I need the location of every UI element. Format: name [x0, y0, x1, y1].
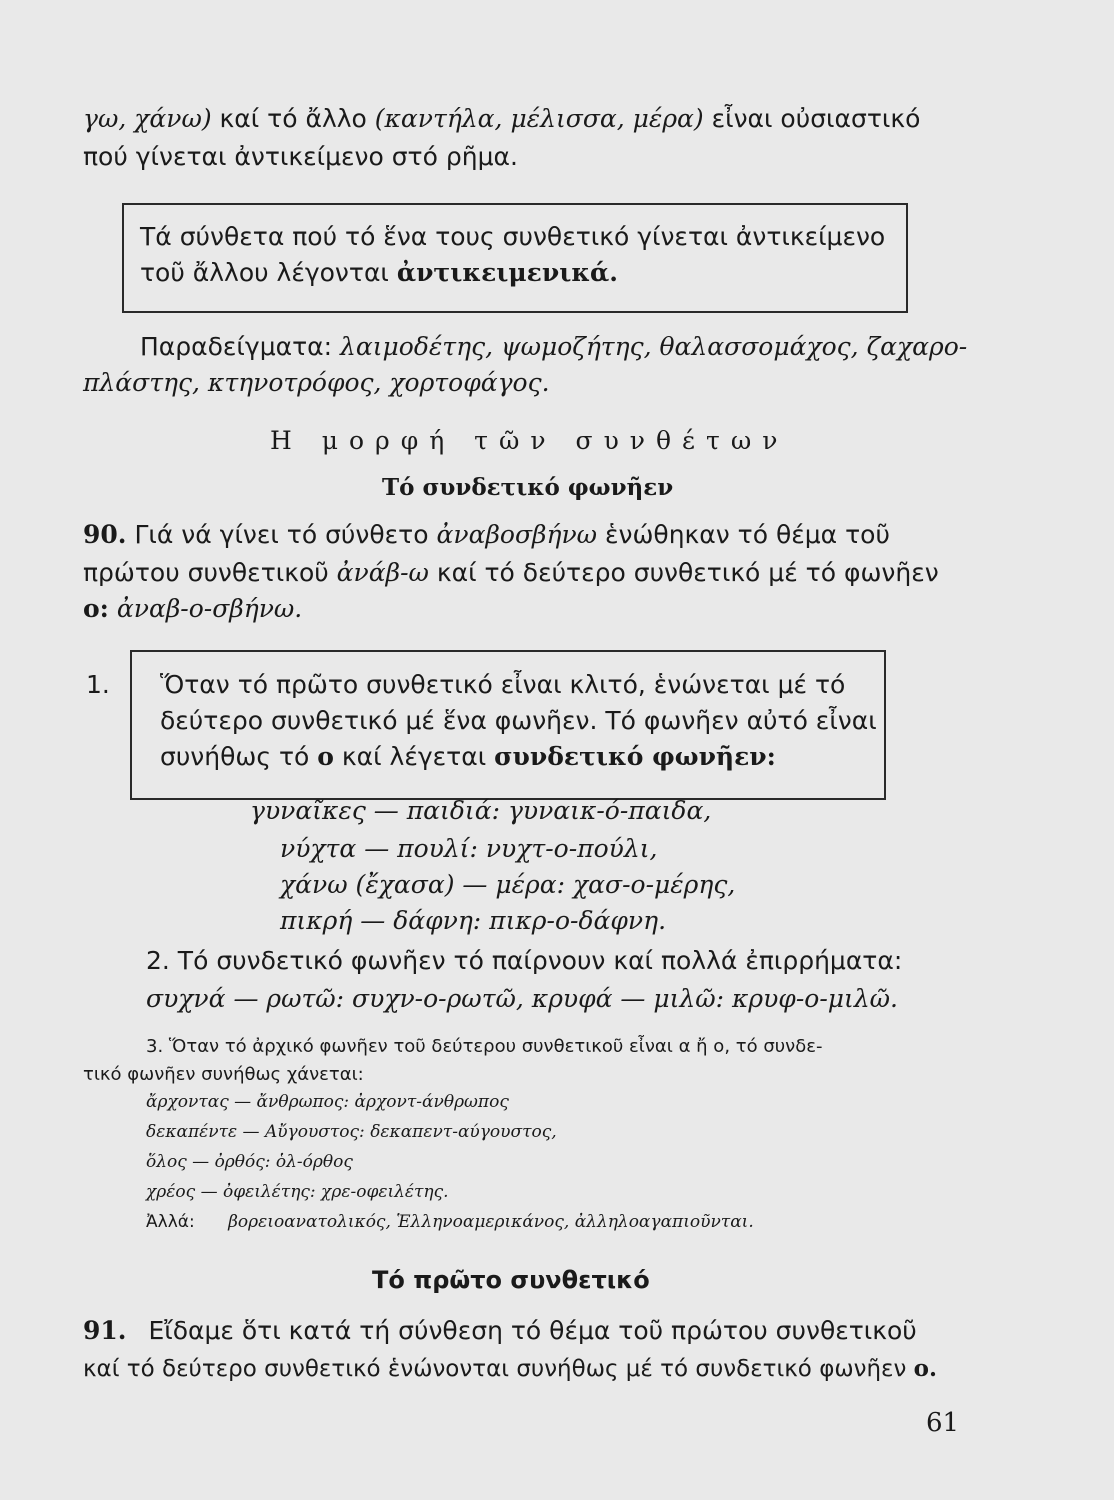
compound-example: πικρή — δάφνη: πικρ-ο-δάφνη. [280, 906, 667, 935]
examples-line-1 [140, 330, 967, 364]
text-fragment: καί τό δεύτερο συνθετικό ἑνώνονται συνήθως μέ τό συνδετικό φωνῆεν [83, 1356, 907, 1382]
text-line-1 [83, 102, 920, 136]
item-3-line-1: 3. Ὅταν τό ἀρχικό φωνῆεν τοῦ δεύτερου συνθετικοῦ εἶναι α ἤ ο, τό συνδε- [146, 1036, 823, 1057]
rule-number: 1. [86, 670, 110, 699]
page-number: 61 [926, 1408, 960, 1438]
text-fragment: πρώτου συνθετικοῦ [83, 558, 329, 587]
examples-line-2: πλάστης, κτηνοτρόφος, χορτοφάγος. [83, 368, 550, 397]
item-3-example: ἄρχοντας — ἄνθρωπος: ἀρχοντ-άνθρωπος [146, 1092, 509, 1112]
paragraph-number: 91. [83, 1316, 127, 1345]
text-fragment: ἀνάβ-ω [336, 558, 429, 587]
para-90-line-1 [83, 518, 890, 552]
text-fragment: Γιά νά γίνει τό σύνθετο [134, 520, 429, 549]
para-91-line-1 [83, 1314, 917, 1348]
text-fragment: ἀναβ-ο-σβήνω. [116, 594, 303, 623]
text-fragment: βορειοανατολικός, Ἑλληνοαμερικάνος, ἀλληλοαγαπιοῦνται. [228, 1212, 754, 1232]
text-fragment: γω, χάνω) [83, 104, 212, 133]
divider [130, 798, 212, 800]
section-heading-vowel: Τό συνδετικό φωνῆεν [382, 474, 674, 501]
rule-2-line-1: Ὅταν τό πρῶτο συνθετικό εἶναι κλιτό, ἑνώνεται μέ τό [160, 670, 846, 699]
term-highlight: συνδετικό φωνῆεν: [494, 742, 776, 771]
text-fragment: τοῦ ἄλλου λέγονται [140, 258, 389, 287]
item-3-example: χρέος — ὀφειλέτης: χρε-οφειλέτης. [146, 1182, 449, 1202]
term-highlight: ἀντικειμενικά. [396, 258, 618, 287]
text-fragment: καί λέγεται [341, 742, 487, 771]
para-90-line-2 [83, 556, 939, 590]
text-fragment: ο [317, 742, 334, 771]
text-fragment: Ἀλλά: [146, 1212, 195, 1232]
examples-label: Παραδείγματα: [140, 332, 333, 361]
paragraph-number: 90. [83, 520, 127, 549]
text-line-2: πού γίνεται ἀντικείμενο στό ρῆμα. [83, 142, 518, 171]
text-fragment: Εἴδαμε ὅτι κατά τή σύνθεση τό θέμα τοῦ πρώτου συνθετικοῦ [148, 1316, 917, 1345]
rule-box-line-2 [140, 256, 618, 290]
rule-2-line-2: δεύτερο συνθετικό μέ ἕνα φωνῆεν. Τό φωνῆεν αὐτό εἶναι [160, 706, 877, 735]
para-91-line-2 [83, 1352, 937, 1386]
rule-box-line-1: Τά σύνθετα πού τό ἕνα τους συνθετικό γίνεται ἀντικείμενο [140, 222, 886, 251]
text-fragment: συνήθως τό [160, 742, 310, 771]
item-3-line-2: τικό φωνῆεν συνήθως χάνεται: [83, 1064, 364, 1085]
text-fragment: ἑνώθηκαν τό θέμα τοῦ [604, 520, 890, 549]
text-fragment: καί τό δεύτερο συνθετικό μέ τό φωνῆεν [436, 558, 939, 587]
compound-example: χάνω (ἔχασα) — μέρα: χασ-ο-μέρης, [280, 870, 736, 899]
item-3-example: δεκαπέντε — Αὔγουστος: δεκαπεντ-αύγουστος, [146, 1122, 557, 1142]
rule-2-line-3 [160, 740, 776, 774]
divider [840, 798, 886, 800]
para-90-line-3 [83, 592, 302, 626]
text-fragment: (καντήλα, μέλισσα, μέρα) [374, 104, 704, 133]
text-fragment: καί τό ἄλλο [219, 104, 367, 133]
section-heading-form: Η μορφή τῶν συνθέτων [270, 426, 789, 455]
item-3-example: ὅλος — ὀρθός: ὁλ-όρθος [146, 1152, 353, 1172]
section-heading-first: Τό πρῶτο συνθετικό [372, 1266, 650, 1294]
examples-words: λαιμοδέτης, ψωμοζήτης, θαλασσομάχος, ζαχαρο- [339, 332, 968, 361]
item-2-line-1: 2. Τό συνδετικό φωνῆεν τό παίρνουν καί πολλά ἐπιρρήματα: [146, 946, 903, 975]
text-fragment: ἀναβοσβήνω [436, 520, 598, 549]
item-2-line-2: συχνά — ρωτῶ: συχν-ο-ρωτῶ, κρυφά — μιλῶ: κρυφ-ο-μιλῶ. [146, 984, 898, 1013]
compound-example: γυναῖκες — παιδιά: γυναικ-ό-παιδα, [250, 796, 712, 825]
text-fragment: ο: [83, 594, 109, 623]
item-3-but-line [146, 1210, 754, 1235]
text-fragment: εἶναι οὐσιαστικό [711, 104, 921, 133]
compound-example: νύχτα — πουλί: νυχτ-ο-πούλι, [280, 834, 658, 863]
text-fragment: ο. [913, 1355, 937, 1382]
